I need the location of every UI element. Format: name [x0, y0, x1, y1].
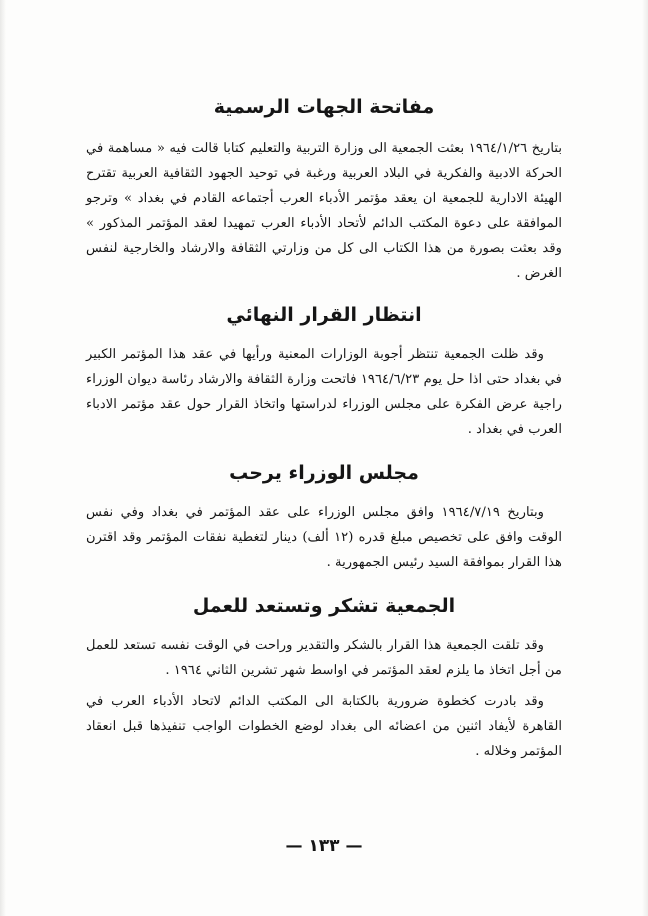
section-heading: انتظار القرار النهائي [226, 304, 422, 326]
page-number: — ١٣٣ — [285, 836, 363, 856]
paragraph: وقد تلقت الجمعية هذا القرار بالشكر والتقدير وراحت في الوقت نفسه تستعد للعمل من أجل اتخاذ ما يلزم لعقد المؤتمر في اواسط شهر تشرين الثاني ١٩٦٤ . [86, 638, 562, 678]
section-heading: مجلس الوزراء يرحب [229, 462, 419, 484]
page-body [86, 92, 562, 764]
paragraph: وبتاريخ ١٩٦٤/٧/١٩ وافق مجلس الوزراء على عقد المؤتمر في بغداد وفي نفس الوقت وافق على تخصيص مبلغ قدره (١٢ ألف) دينار لتغطية نفقات المؤتمر وقد اقترن هذا القرار بموافقة السيد رئيس الجمهورية . [86, 505, 562, 570]
section-heading: مفاتحة الجهات الرسمية [213, 96, 435, 118]
section-heading: الجمعية تشكر وتستعد للعمل [192, 595, 456, 617]
paragraph: بتاريخ ١٩٦٤/١/٢٦ بعثت الجمعية الى وزارة التربية والتعليم كتابا قالت فيه « مساهمة في الحركة الادبية والفكرية في البلاد العربية ورغبة في توحيد الجهود الثقافية العربية تقترح الهيئة الادارية للجمعية ان يعقد مؤتمر الأدباء العرب أجتماعه القادم في بغداد » وترجو الموافقة على دعوة المكتب الدائم لأتحاد الأدباء العرب تمهيدا لعقد المؤتمر المذكور » وقد بعثت بصورة من هذا الكتاب الى كل من وزارتي الثقافة والارشاد والخارجية لنفس الغرض . [86, 141, 563, 281]
scan-edge-shadow-right [642, 0, 648, 916]
paragraph: وقد بادرت كخطوة ضرورية بالكتابة الى المكتب الدائم لاتحاد الأدباء العرب في القاهرة لأيفاد اثنين من اعضائه الى بغداد لوضع الخطوات الواجب تنفيذها قبل انعقاد المؤتمر وخلاله . [86, 694, 562, 759]
paragraph: وقد ظلت الجمعية تنتظر أجوبة الوزارات المعنية ورأيها في عقد هذا المؤتمر الكبير في بغداد حتى اذا حل يوم ١٩٦٤/٦/٢٣ فاتحت وزارة الثقافة والارشاد رئاسة ديوان الوزراء راجية عرض الفكرة على مجلس الوزراء لدراستها واتخاذ القرار حول عقد مؤتمر الادباء العرب في بغداد . [86, 347, 562, 437]
scan-edge-shadow-left [0, 0, 6, 916]
